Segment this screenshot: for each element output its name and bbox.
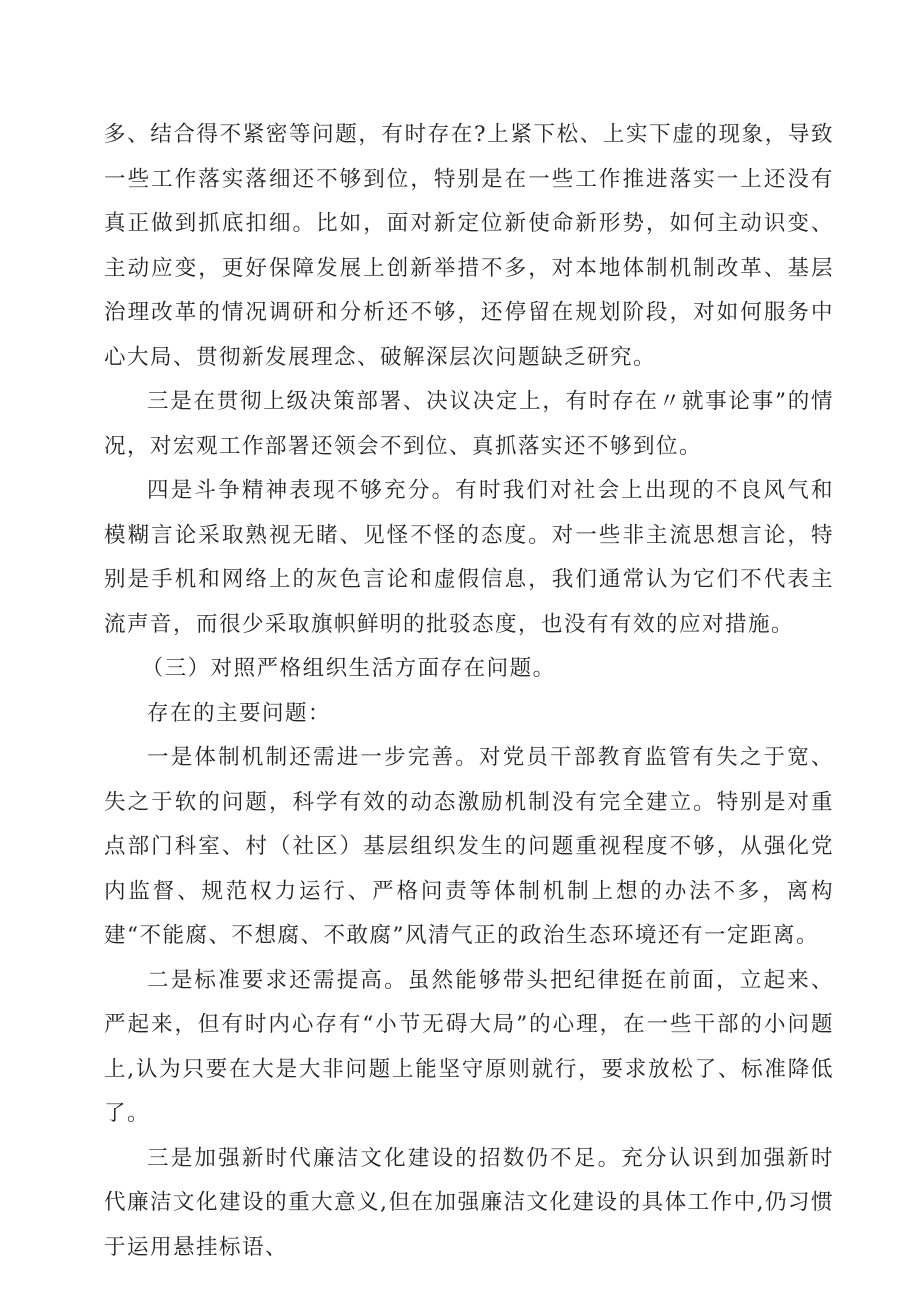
section-heading: （三）对照严格组织生活方面存在问题。 [141, 656, 556, 681]
paragraph-issue-two: 二是标准要求还需提高。虽然能够带头把纪律挺在前面，立起来、严起来，但有时内心存有“小节无碍大局”的心理，在一些干部的小问题上,认为只要在大是大非问题上能坚守原则就行，要求放松了、标准降低了。 [104, 967, 834, 1126]
paragraph-main-issues-label: 存在的主要问题： [147, 700, 332, 726]
document-body [104, 113, 834, 1270]
paragraph-point-four: 四是斗争精神表现不够充分。有时我们对社会上出现的不良风气和模糊言论采取熟视无睹、见怪不怪的态度。对一些非主流思想言论，特别是手机和网络上的灰色言论和虚假信息，我们通常认为它们不代表主流声音，而很少采取旗帜鲜明的批驳态度，也没有有效的应对措施。 [104, 478, 834, 637]
paragraph-continuation: 多、结合得不紧密等问题，有时存在?上紧下松、上实下虚的现象，导致一些工作落实落细还不够到位，特别是在一些工作推进落实一上还没有真正做到抓底扣细。比如，面对新定位新使命新形势，如何主动识变、主动应变，更好保障发展上创新举措不多，对本地体制机制改革、基层治理改革的情况调研和分析还不够，还停留在规划阶段，对如何服务中心大局、贯彻新发展理念、破解深层次问题缺乏研究。 [104, 122, 834, 370]
paragraph-point-three: 三是在贯彻上级决策部署、决议决定上，有时存在〃就事论事”的情况，对宏观工作部署还领会不到位、真抓落实还不够到位。 [104, 389, 834, 459]
paragraph-issue-three: 三是加强新时代廉洁文化建设的招数仍不足。充分认识到加强新时代廉洁文化建设的重大意义,但在加强廉洁文化建设的具体工作中,仍习惯于运用悬挂标语、 [104, 1145, 834, 1260]
paragraph-issue-one: 一是体制机制还需进一步完善。对党员干部教育监管有失之于宽、失之于软的问题，科学有效的动态激励机制没有完全建立。特别是对重点部门科室、村（社区）基层组织发生的问题重视程度不够，从强化党内监督、规范权力运行、严格问责等体制机制上想的办法不多，离构建“不能腐、不想腐、不敢腐”风清气正的政治生态环境还有一定距离。 [104, 745, 834, 948]
